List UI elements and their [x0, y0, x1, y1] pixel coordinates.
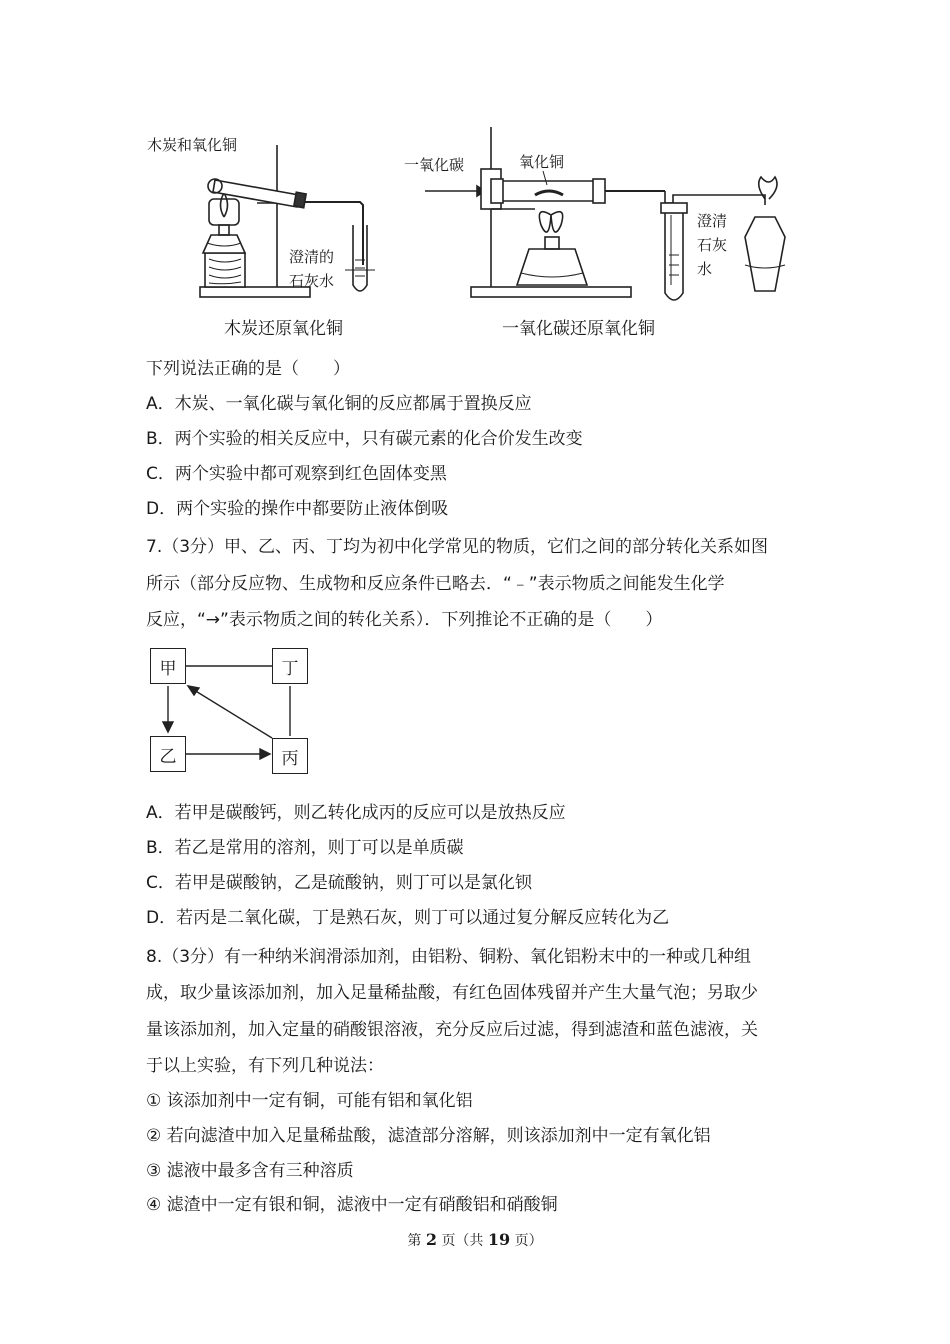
q6-option-c: C．两个实验中都可观察到红色固体变黑	[146, 464, 447, 484]
q6-option-d: D．两个实验的操作中都要防止液体倒吸	[146, 499, 449, 519]
q7-node-yi: 乙	[150, 736, 186, 772]
q7-option-d: D．若丙是二氧化碳，丁是熟石灰，则丁可以通过复分解反应转化为乙	[146, 908, 670, 928]
q6-option-a: A．木炭、一氧化碳与氧化铜的反应都属于置换反应	[146, 394, 532, 414]
fig1-caption: 木炭还原氧化铜	[224, 319, 343, 339]
q6-stem: 下列说法正确的是（ ）	[146, 359, 350, 379]
q7-stem-line1: 7.（3分）甲、乙、丙、丁均为初中化学常见的物质，它们之间的部分转化关系如图	[146, 537, 769, 557]
q7-option-c: C．若甲是碳酸钠，乙是硫酸钠，则丁可以是氯化钡	[146, 873, 532, 893]
footer-suffix: 页）	[514, 1233, 543, 1249]
q8-item-4: ④ 滤渣中一定有银和铜，滤液中一定有硝酸铝和硝酸铜	[146, 1195, 558, 1215]
q7-option-a: A．若甲是碳酸钙，则乙转化成丙的反应可以是放热反应	[146, 803, 566, 823]
fig2-label-limewater-2: 石灰	[697, 236, 728, 254]
footer-middle: 页（共	[441, 1233, 484, 1249]
q6-option-b: B．两个实验的相关反应中，只有碳元素的化合价发生改变	[146, 429, 583, 449]
fig2-label-limewater-1: 澄清	[697, 212, 728, 230]
fig1-label-limewater-1: 澄清的	[289, 248, 335, 266]
page-footer	[0, 1230, 950, 1250]
fig1-label-charcoal-cuo: 木炭和氧化铜	[147, 136, 238, 154]
footer-page-number: 2	[425, 1230, 437, 1249]
fig2-label-cuo: 氧化铜	[519, 153, 565, 171]
fig2-label-co: 一氧化碳	[404, 156, 465, 174]
q7-stem-line2: 所示（部分反应物、生成物和反应条件已略去．“﹣”表示物质之间能发生化学	[146, 574, 725, 594]
fig2-label-limewater-3: 水	[697, 260, 713, 278]
q8-item-2: ② 若向滤渣中加入足量稀盐酸，滤渣部分溶解，则该添加剂中一定有氧化铝	[146, 1126, 711, 1146]
fig2-caption: 一氧化碳还原氧化铜	[502, 319, 655, 339]
footer-prefix: 第	[407, 1233, 422, 1249]
q7-node-jia: 甲	[150, 648, 186, 684]
q8-stem-line2: 成，取少量该添加剂，加入足量稀盐酸，有红色固体残留并产生大量气泡；另取少	[146, 983, 758, 1003]
q8-stem-line3: 量该添加剂，加入定量的硝酸银溶液，充分反应后过滤，得到滤渣和蓝色滤液，关	[146, 1020, 758, 1040]
fig2-apparatus	[425, 125, 785, 315]
fig1-label-limewater-2: 石灰水	[289, 272, 335, 290]
footer-total-pages: 19	[487, 1230, 511, 1249]
q8-stem-line4: 于以上实验，有下列几种说法：	[146, 1056, 384, 1076]
q7-stem-line3: 反应，“→”表示物质之间的转化关系）．下列推论不正确的是（ ）	[146, 610, 663, 630]
q7-node-bing: 丙	[272, 738, 308, 774]
q7-node-ding: 丁	[272, 648, 308, 684]
q8-item-1: ① 该添加剂中一定有铜，可能有铝和氧化铝	[146, 1091, 473, 1111]
q8-stem-line1: 8.（3分）有一种纳米润滑添加剂，由铝粉、铜粉、氧化铝粉末中的一种或几种组	[146, 947, 752, 967]
q8-item-3: ③ 滤液中最多含有三种溶质	[146, 1161, 354, 1181]
q7-option-b: B．若乙是常用的溶剂，则丁可以是单质碳	[146, 838, 464, 858]
fig1-apparatus	[195, 125, 435, 325]
